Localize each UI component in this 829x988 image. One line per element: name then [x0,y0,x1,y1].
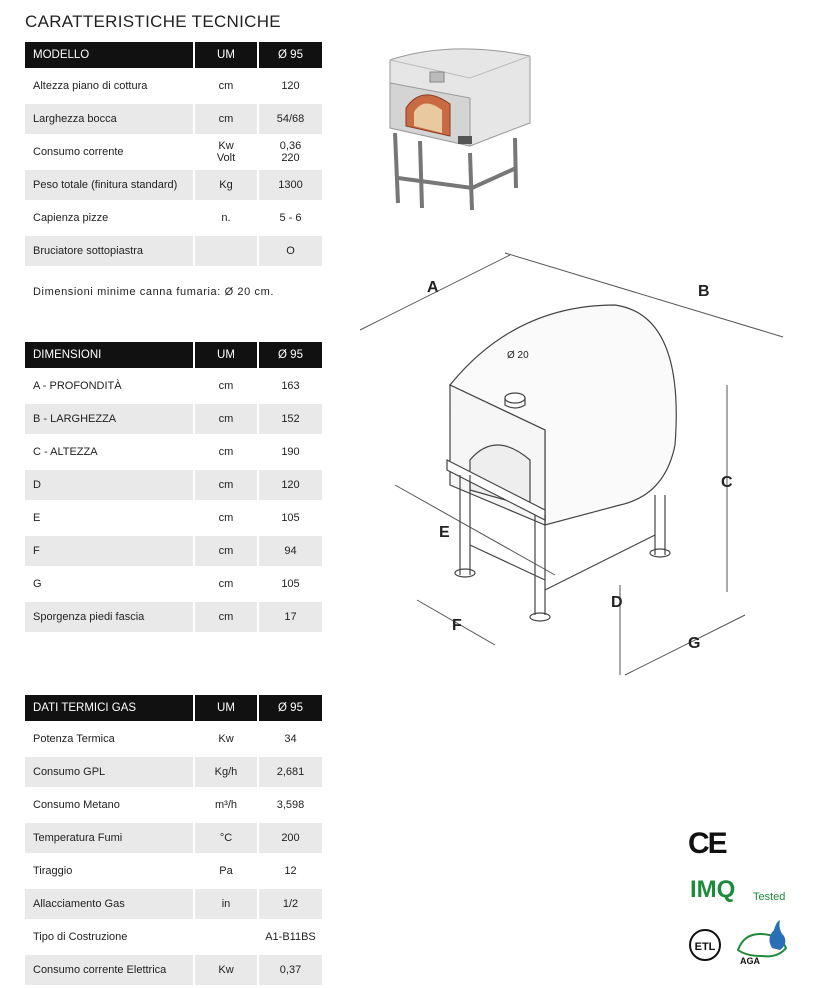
table-row: Capienza pizze n. 5 - 6 [25,203,322,236]
table-row: Sporgenza piedi fascia cm 17 [25,602,322,635]
table-row: G cm 105 [25,569,322,602]
etl-text: ETL [694,941,716,953]
table-row: Consumo corrente Kw Volt 0,36 220 [25,137,322,170]
table-row: A - PROFONDITÀ cm 163 [25,371,322,404]
table-header: DIMENSIONI UM Ø 95 [25,342,322,371]
label-g: G [688,635,701,652]
table-row: Tipo di Costruzione A1-B11BS [25,922,322,955]
table-row: C - ALTEZZA cm 190 [25,437,322,470]
table-row: Potenza Termica Kw 34 [25,724,322,757]
header-um: UM [193,42,257,71]
table-row: D cm 120 [25,470,322,503]
table-row: Temperatura Fumi °C 200 [25,823,322,856]
flue-note: Dimensioni minime canna fumaria: Ø 20 cm. [33,286,275,298]
aga-text: AGA [740,956,760,966]
table-header [25,42,322,71]
table-row: E cm 105 [25,503,322,536]
header-model: MODELLO [25,42,193,71]
dimension-drawing [355,245,795,685]
etl-logo [688,928,722,962]
table-header: DATI TERMICI GAS UM Ø 95 [25,695,322,724]
aga-logo [734,918,794,968]
ce-mark-icon: CE [688,827,726,860]
label-e: E [439,524,450,541]
table-row: Bruciatore sottopiastra O [25,236,322,269]
label-d: D [611,594,623,611]
table-row: Allacciamento Gas in 1/2 [25,889,322,922]
label-c: C [721,474,733,491]
imq-tested-label: Tested [753,891,786,903]
label-a: A [427,279,439,296]
table-row: Peso totale (finitura standard) Kg 1300 [25,170,322,203]
table-row: B - LARGHEZZA cm 152 [25,404,322,437]
oven-render-image [380,38,550,213]
table-row: Consumo Metano m³/h 3,598 [25,790,322,823]
table-row: Altezza piano di cottura cm 120 [25,71,322,104]
header-size: Ø 95 [257,42,322,71]
table-row: Consumo corrente Elettrica Kw 0,37 [25,955,322,988]
label-f: F [452,617,462,634]
imq-logo: IMQ [690,876,736,903]
table-row: Larghezza bocca cm 54/68 [25,104,322,137]
table-row: F cm 94 [25,536,322,569]
gas-table [25,695,322,988]
tech-specs-table [25,42,322,269]
flue-diameter-label: Ø 20 [507,350,529,361]
page-title: CARATTERISTICHE TECNICHE [25,12,281,31]
label-b: B [698,283,710,300]
table-row: Consumo GPL Kg/h 2,681 [25,757,322,790]
table-row: Tiraggio Pa 12 [25,856,322,889]
dimensions-table [25,342,322,635]
